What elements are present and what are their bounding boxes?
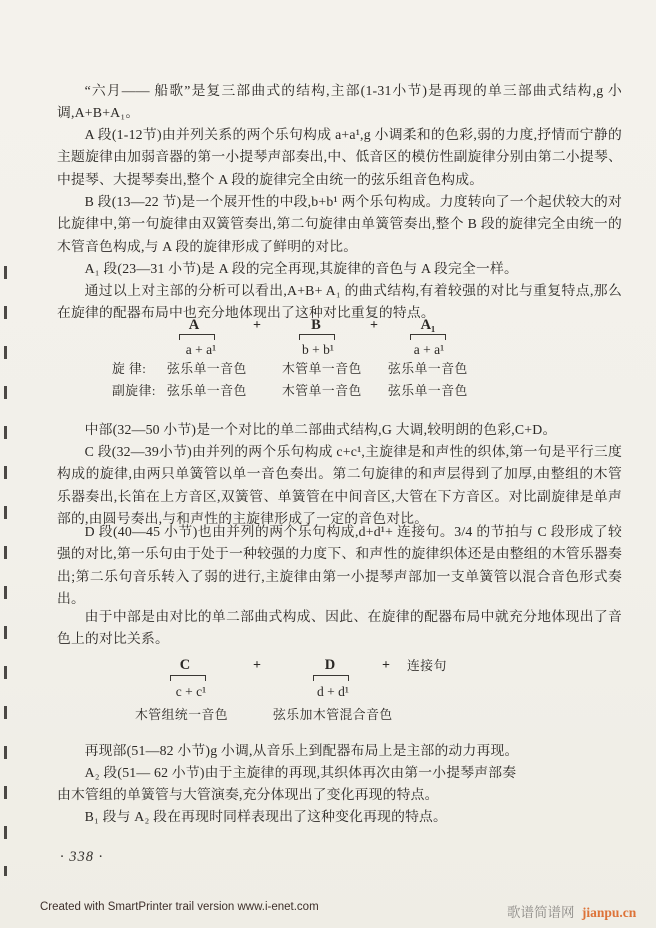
connector-label: 连接句 — [407, 659, 447, 673]
body-paragraph: 通过以上对主部的分析可以看出,A+B+ A₁ 的曲式结构,有着较强的对比与重复特点,那么在旋律的配器布局中也充分地体现出了这种对比重复的特点。 — [57, 283, 622, 321]
phrase-formula: c + c¹ — [175, 684, 207, 699]
phrase-bracket — [410, 334, 446, 340]
body-paragraph: “六月—— 船歌”是复三部曲式的结构,主部(1-31小节)是再现的单三部曲式结构,g 小调,A+B+A₁。 — [57, 83, 622, 121]
page-number: · 338 · — [60, 849, 104, 865]
plus-sign: + — [370, 318, 378, 333]
phrase-formula: a + a¹ — [413, 342, 445, 357]
site-credit — [507, 901, 636, 921]
section-letter: A — [188, 317, 200, 333]
timbre-label: 弦乐加木管混合音色 — [273, 708, 393, 722]
phrase-bracket — [313, 675, 349, 681]
melody-timbre: 木管单一音色 — [282, 362, 362, 376]
section-letter: C — [179, 657, 191, 673]
body-paragraph: 中部(32—50 小节)是一个对比的单二部曲式结构,G 大调,较明朗的色彩,C+D。 — [84, 422, 557, 437]
body-paragraph: 由于中部是由对比的单二部曲式构成、因此、在旋律的配器布局中就充分地体现出了音色上的对比关系。 — [57, 609, 622, 647]
phrase-formula: d + d¹ — [317, 684, 349, 699]
body-paragraph: A₁ 段(23—31 小节)是 A 段的完全再现,其旋律的音色与 A 段完全一样。 — [84, 261, 519, 276]
plus-sign: + — [253, 658, 261, 673]
body-paragraph: B 段(13—22 节)是一个展开性的中段,b+b¹ 两个乐句构成。力度转向了一个起伏较大的对比旋律中,第一句旋律由双簧管奏出,第二句旋律由单簧管奏出,整个 B 段的旋律完全由统一的木管音色构成,与 A 段的旋律形成了鲜明的对比。 — [57, 194, 622, 254]
body-paragraph: D 段(40—45 小节)也由并列的两个乐句构成,d+d¹+ 连接句。3/4 的节拍与 C 段形成了较强的对比,第一乐句由于处于一种较强的力度下、和声性的旋律织体还是由整组的木管乐器奏出;第二乐句音乐转入了弱的进行,主旋律由第一小提琴声部加一支单簧管以混合音色形式奏出。 — [57, 524, 622, 606]
phrase-bracket — [299, 334, 335, 340]
phrase-formula: a + a¹ — [185, 342, 217, 357]
site-name: 歌谱简谱网 — [507, 905, 575, 920]
body-paragraph: 再现部(51—82 小节)g 小调,从音乐上到配器布局上是主部的动力再现。 — [84, 743, 519, 758]
phrase-bracket — [179, 334, 215, 340]
body-paragraph: A₂ 段(51— 62 小节)由于主旋律的再现,其织体再次由第一小提琴声部奏 — [84, 765, 517, 780]
site-domain: jianpu.cn — [581, 905, 637, 920]
body-paragraph: A 段(1-12节)由并列关系的两个乐句构成 a+a¹,g 小调柔和的色彩,弱的力度,抒情而宁静的主题旋律由加弱音器的第一小提琴声部奏出,中、低音区的模仿性副旋律分别由第二小提琴、中提琴、大提琴奏出,整个 A 段的旋律完全由统一的弦乐组音色构成。 — [57, 127, 622, 187]
melody-timbre: 弦乐单一音色 — [388, 362, 468, 376]
counter-melody-timbre: 木管单一音色 — [282, 384, 362, 398]
body-paragraph: C 段(32—39小节)由并列的两个乐句构成 c+c¹,主旋律是和声性的织体,第一句是平行三度构成的旋律,由两只单簧管以单一音色奏出。第二句旋律的和声层得到了加厚,由整组的木管乐器奏出,长笛在上方音区,双簧管、单簧管在中间音区,大管在下方音区。对比副旋律是单声部的,由圆号奏出,与和声性的主旋律形成了一定的音色对比。 — [57, 444, 622, 526]
watermark-text: Created with SmartPrinter trail version www.i-enet.com — [40, 901, 319, 913]
form-diagram-main — [57, 318, 622, 402]
section-letter: B — [311, 317, 321, 333]
body-paragraph: 由木管组的单簧管与大管演奏,充分体现出了变化再现的特点。 — [57, 787, 439, 802]
form-diagram-middle — [57, 658, 622, 726]
phrase-bracket — [170, 675, 206, 681]
phrase-formula: b + b¹ — [302, 342, 334, 357]
melody-row-label: 旋 律: — [112, 362, 147, 376]
plus-sign: + — [382, 658, 390, 673]
counter-melody-timbre: 弦乐单一音色 — [388, 384, 468, 398]
melody-timbre: 弦乐单一音色 — [167, 362, 247, 376]
section-letter: A₁ — [420, 317, 436, 333]
body-paragraph: B₁ 段与 A₂ 段在再现时同样表现出了这种变化再现的特点。 — [84, 809, 448, 824]
binding-edge-marks — [4, 266, 7, 876]
plus-sign: + — [253, 318, 261, 333]
timbre-label: 木管组统一音色 — [135, 708, 229, 722]
section-letter: D — [324, 657, 336, 673]
counter-melody-timbre: 弦乐单一音色 — [167, 384, 247, 398]
counter-melody-row-label: 副旋律: — [112, 384, 156, 398]
